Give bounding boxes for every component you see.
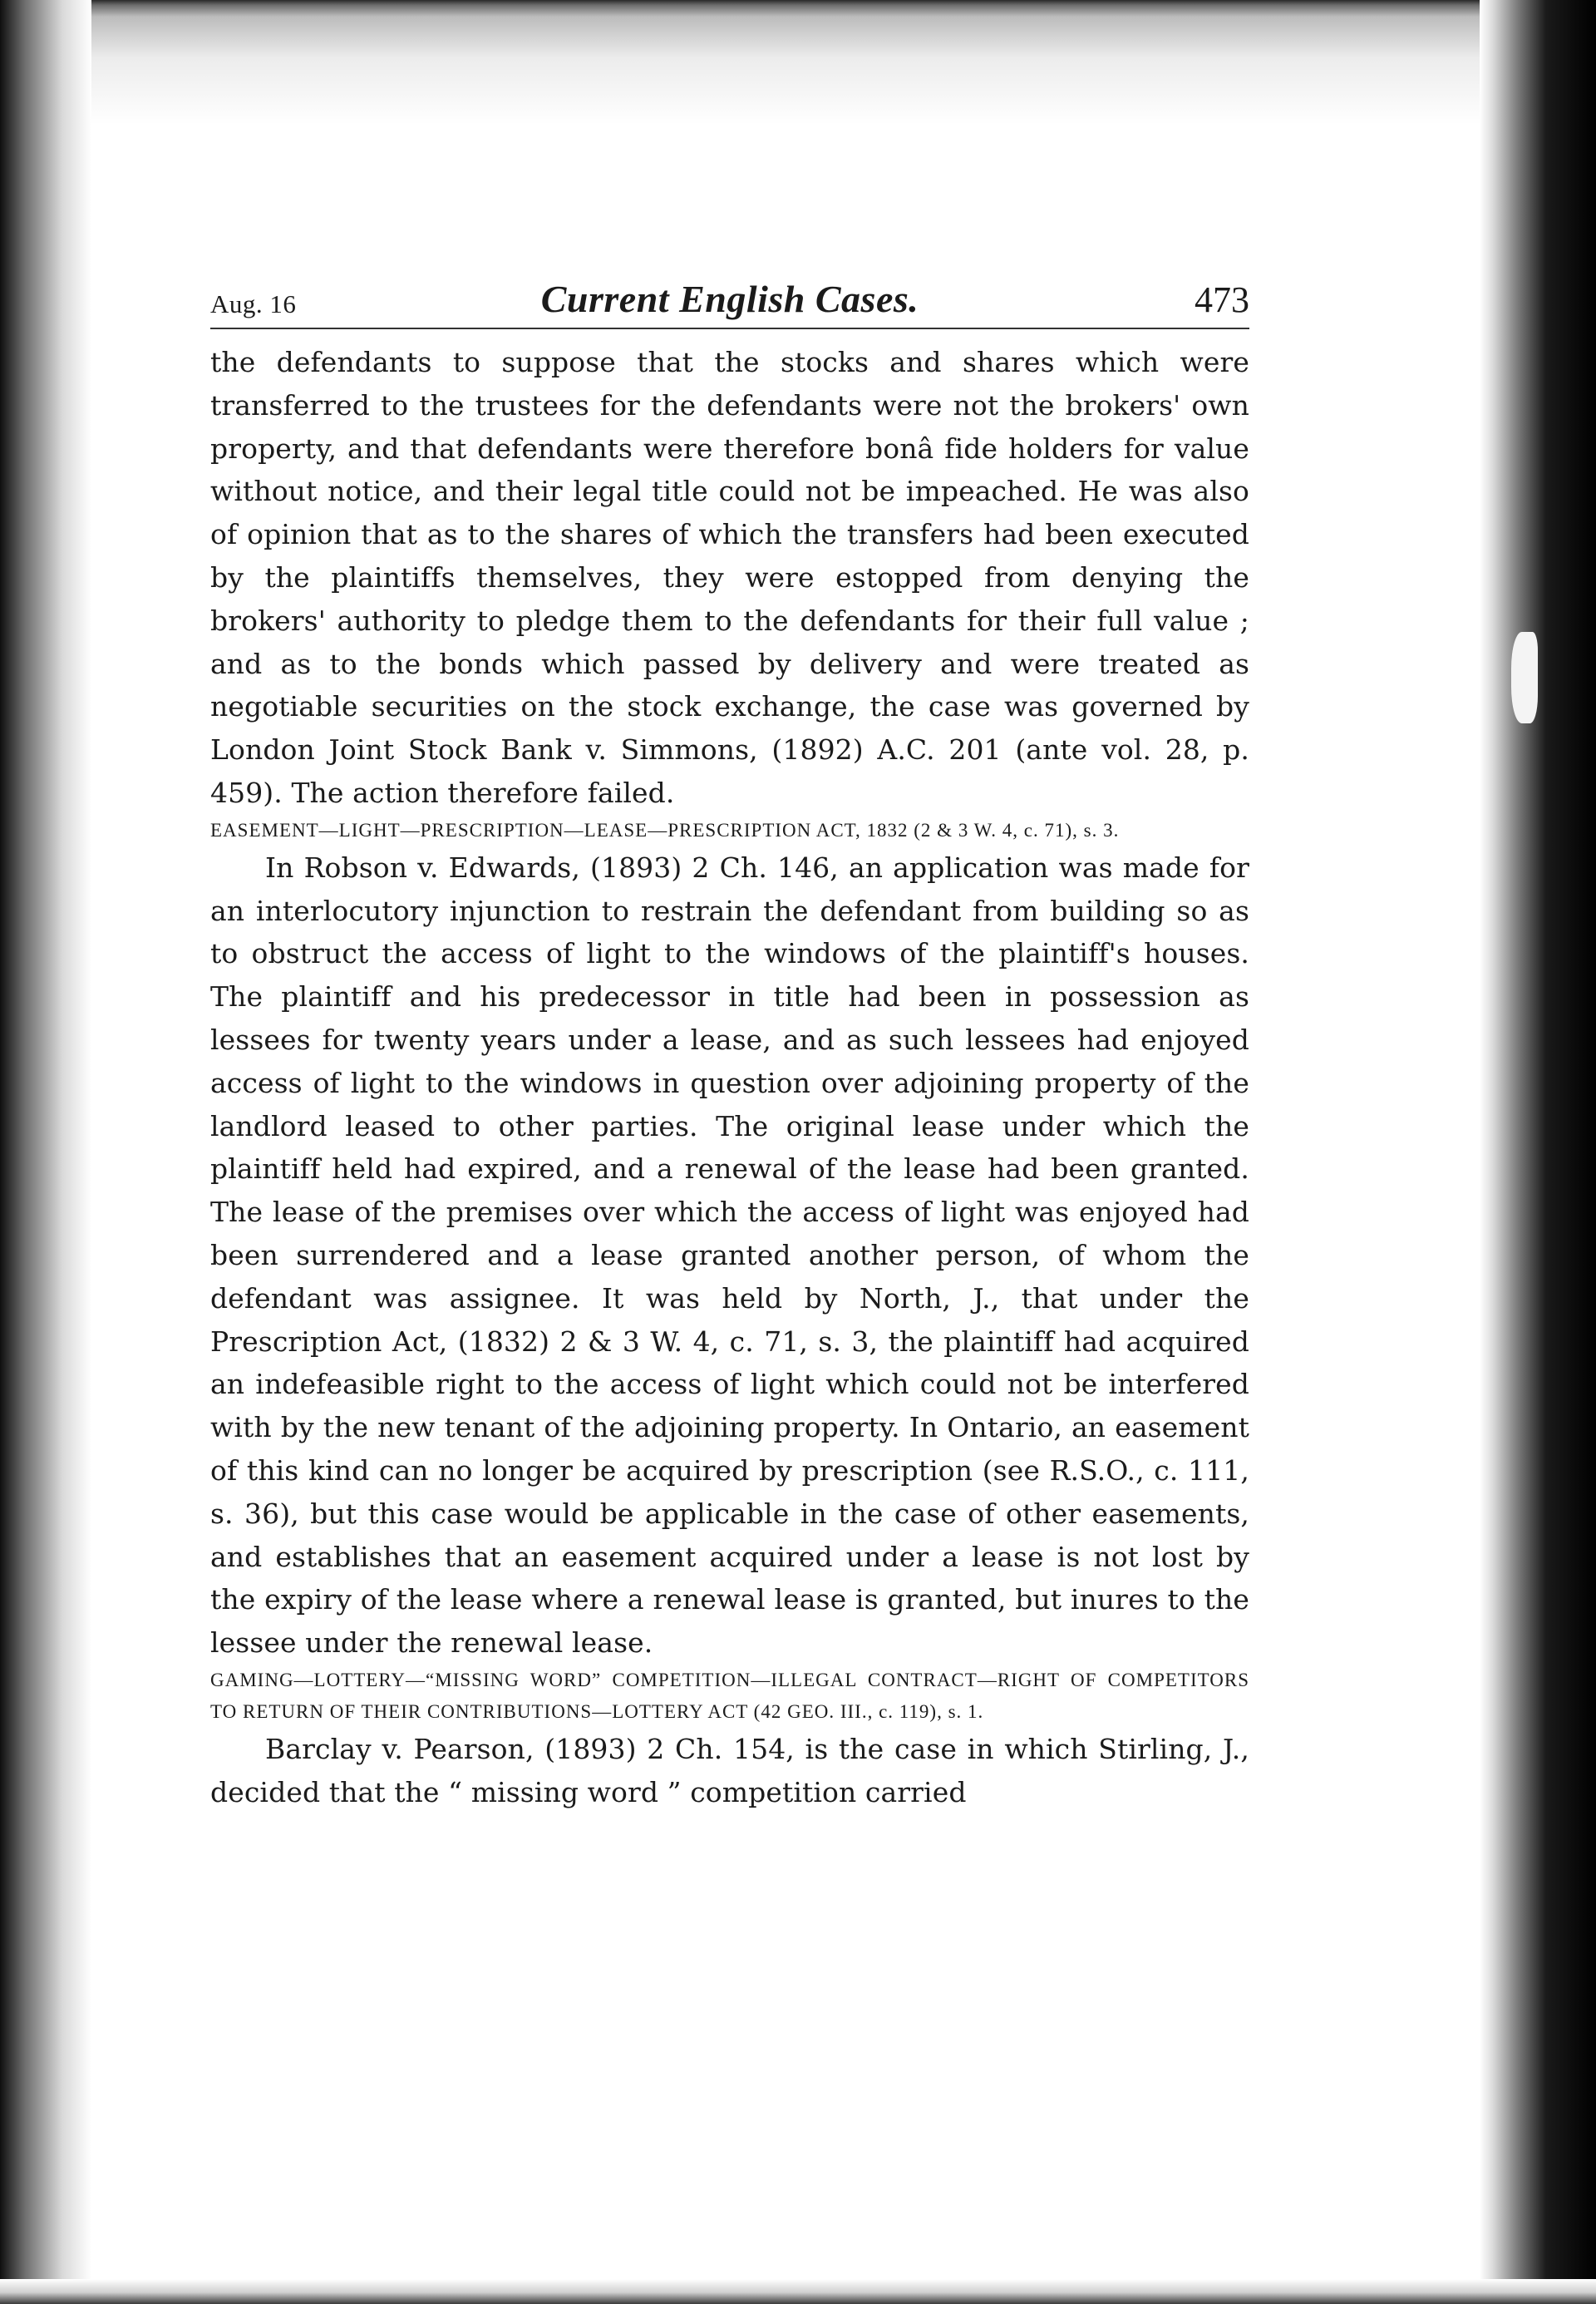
case-headnote-easement: EASEMENT—LIGHT—PRESCRIPTION—LEASE—PRESCRIPTION ACT, 1832 (2 & 3 W. 4, c. 71), s. 3. [210, 819, 1120, 841]
page-number: 473 [1195, 279, 1249, 320]
scan-top-edge [0, 0, 1596, 125]
paragraph-robson-v-edwards: In Robson v. Edwards, (1893) 2 Ch. 146, an application was made for an interlocutory injunction to restrain the defendant from building so as to obstruct the access of light to the windows of the plaintiff's houses. The plaintiff and his predecessor in title had been in possession as lessees for twenty years under a lease, and as such lessees had enjoyed access of light to the windows in question over adjoining property of the landlord leased to other parties. The original lease under which the plaintiff held had expired, and a renewal of the lease had been granted. The lease of the premises over which the access of light was enjoyed had been surrendered and a lease granted another person, of whom the defendant was assignee. It was held by North, J., that under the Prescription Act, (1832) 2 & 3 W. 4, c. 71, s. 3, the plaintiff had acquired an indefeasible right to the access of light which could not be interfered with by the new tenant of the adjoining property. In Ontario, an easement of this kind can no longer be acquired by prescription (see R.S.O., c. 111, s. 36), but this case would be applicable in the case of other easements, and establishes that an easement acquired under a lease is not lost by the expiry of the lease where a renewal lease is granted, but inures to the lessee under the renewal lease. [210, 851, 1249, 1660]
running-head-date: Aug. 16 [210, 289, 297, 318]
scan-bottom-edge [0, 2279, 1596, 2304]
running-head [210, 274, 1249, 329]
paragraph-barclay-v-pearson: Barclay v. Pearson, (1893) 2 Ch. 154, is the case in which Stirling, J., decided that the “ missing word ” competition carried [210, 1732, 1249, 1808]
scan-right-edge [1480, 0, 1596, 2304]
paragraph-continuation: the defendants to suppose that the stocks and shares which were transferred to the trustees for the defendants were not the brokers' own property, and that defendants were therefore bonâ fide holders for value without notice, and their legal title could not be impeached. He was also of opinion that as to the shares of which the transfers had been executed by the plaintiffs themselves, they were estopped from denying the brokers' authority to pledge them to the defendants for their full value ; and as to the bonds which passed by delivery and were treated as negotiable securities on the stock exchange, the case was governed by London Joint Stock Bank v. Simmons, (1892) A.C. 201 (ante vol. 28, p. 459). The action therefore failed. [210, 346, 1249, 809]
running-head-title: Current English Cases. [540, 278, 919, 320]
page-tab-mark [1511, 632, 1538, 723]
body-text [210, 341, 1249, 1814]
book-page [210, 274, 1249, 1814]
scan-left-edge [0, 0, 91, 2304]
case-headnote-gaming: GAMING—LOTTERY—“MISSING WORD” COMPETITION—ILLEGAL CONTRACT—RIGHT OF COMPETITORS TO RETURN OF THEIR CONTRIBUTIONS—LOTTERY ACT (42 GEO. III., c. 119), s. 1. [210, 1669, 1249, 1722]
